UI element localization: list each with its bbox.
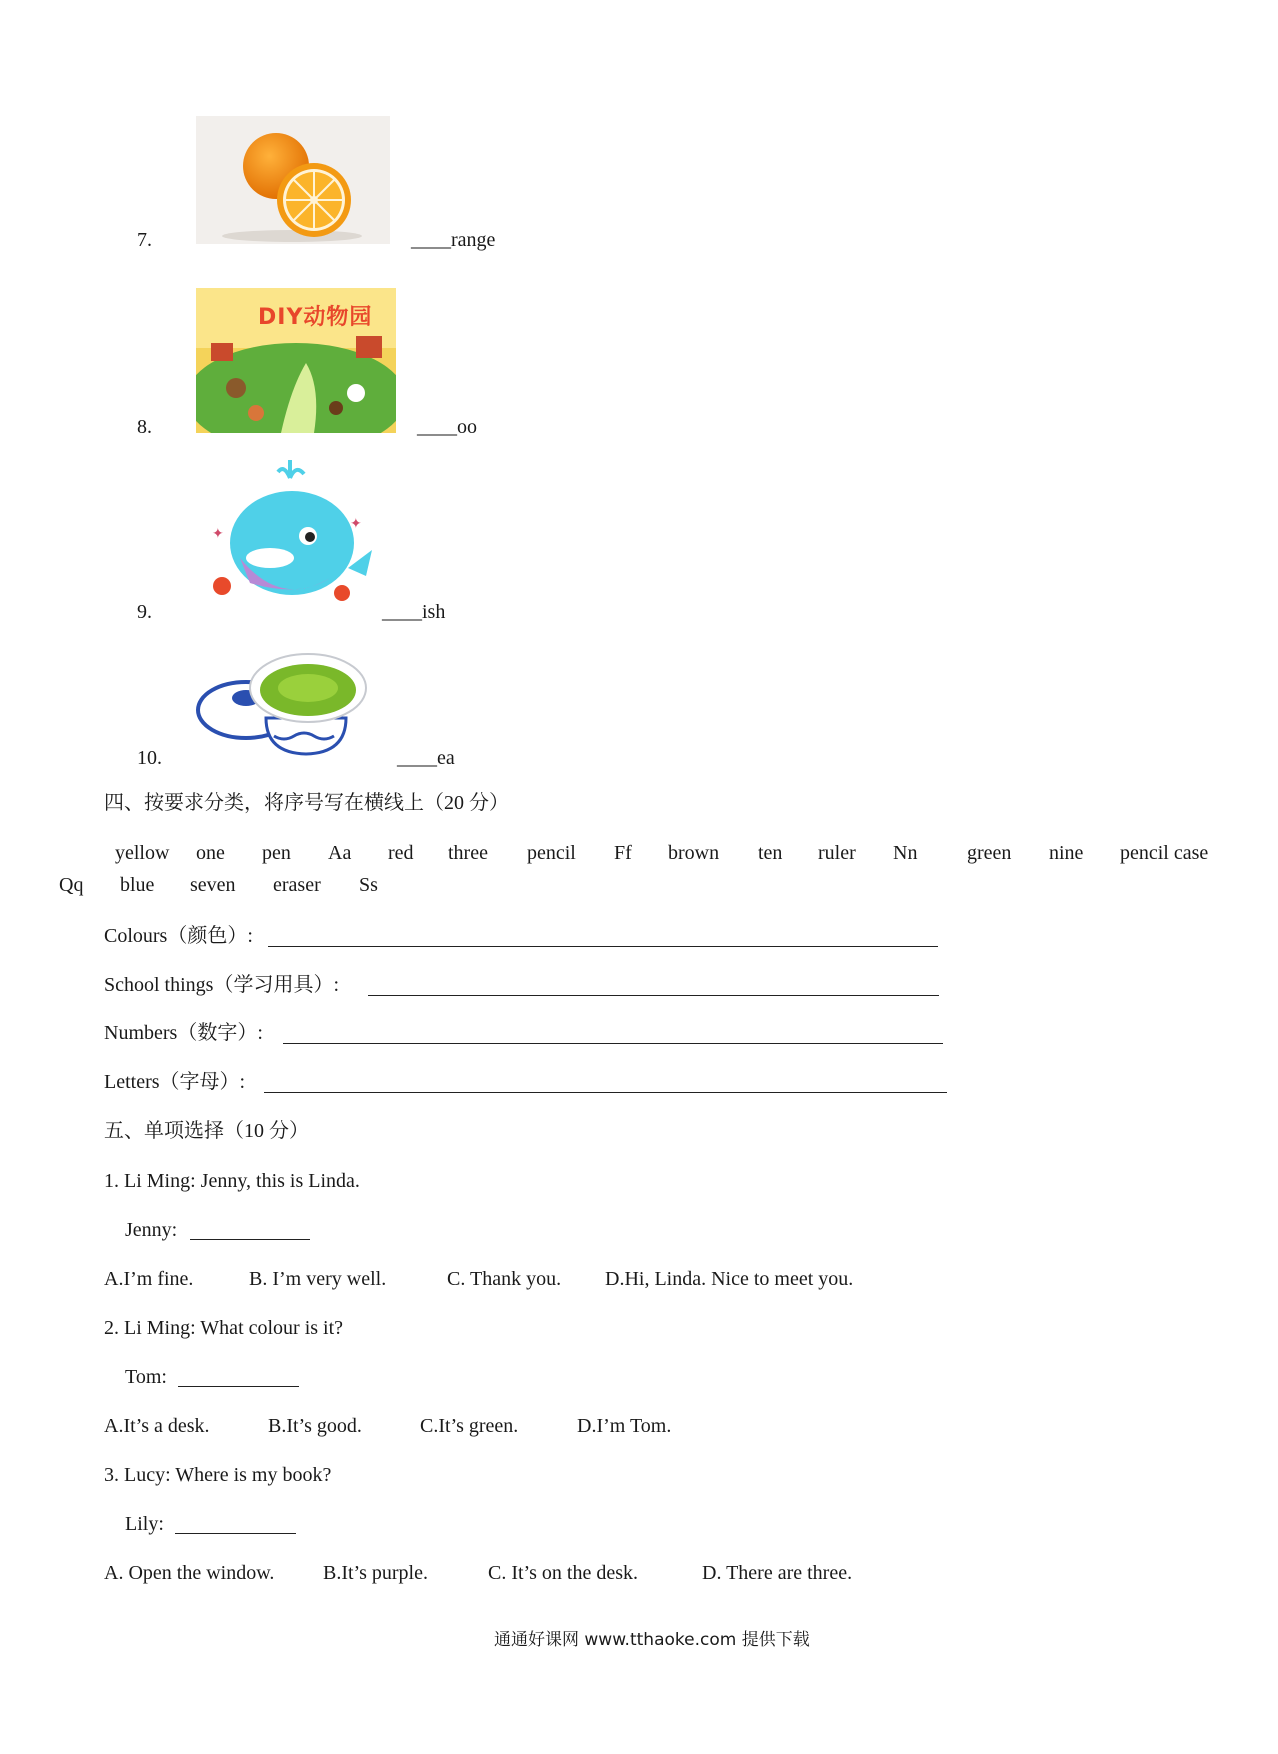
- word-option: Aa: [328, 842, 352, 864]
- question-2-option-b: B.It’s good.: [268, 1415, 362, 1437]
- word-option: eraser: [273, 874, 321, 896]
- question-1-option-c: C. Thank you.: [447, 1268, 562, 1290]
- category-colours-blank[interactable]: [268, 945, 938, 947]
- word-option: pen: [262, 842, 291, 864]
- footer-text: 通通好课网 www.tthaoke.com 提供下载: [494, 1630, 810, 1650]
- word-option: Ff: [614, 842, 632, 864]
- question-2-option-d: D.I’m Tom.: [577, 1415, 672, 1437]
- question-2-option-c: C.It’s green.: [420, 1415, 519, 1437]
- word-option: green: [967, 842, 1012, 864]
- item-9-number: 9.: [137, 601, 152, 623]
- word-option: brown: [668, 842, 720, 864]
- tea-image: [196, 648, 374, 758]
- question-3-responder: Lily:: [125, 1513, 164, 1535]
- question-2-responder: Tom:: [125, 1366, 167, 1388]
- item-7-number: 7.: [137, 229, 152, 251]
- word-option: ruler: [818, 842, 856, 864]
- category-letters-blank[interactable]: [264, 1091, 947, 1093]
- word-option: Nn: [893, 842, 918, 864]
- word-option: three: [448, 842, 488, 864]
- category-colours-label: Colours（颜色）:: [104, 925, 253, 947]
- question-1-prompt: 1. Li Ming: Jenny, this is Linda.: [104, 1170, 360, 1192]
- word-option: Ss: [359, 874, 378, 896]
- word-option: yellow: [115, 842, 170, 864]
- question-1-option-b: B. I’m very well.: [249, 1268, 387, 1290]
- word-option: pencil case: [1120, 842, 1209, 864]
- item-7-answer: ____range: [411, 229, 496, 251]
- word-option: Qq: [59, 874, 84, 896]
- question-1-option-a: A.I’m fine.: [104, 1268, 194, 1290]
- section5-heading: 五、单项选择（10 分）: [104, 1120, 309, 1142]
- orange-image: [196, 116, 390, 244]
- section4-heading: 四、按要求分类，将序号写在横线上（20 分）: [104, 792, 509, 814]
- word-option: pencil: [527, 842, 576, 864]
- zoo-image-title: DIY动物园: [258, 305, 373, 330]
- category-numbers-label: Numbers（数字）:: [104, 1022, 263, 1044]
- question-1-blank[interactable]: [190, 1238, 310, 1240]
- question-2-option-a: A.It’s a desk.: [104, 1415, 210, 1437]
- word-option: ten: [758, 842, 783, 864]
- category-letters-label: Letters（字母）:: [104, 1071, 246, 1093]
- word-option: blue: [120, 874, 155, 896]
- item-8-answer: ____oo: [417, 416, 477, 438]
- question-2-blank[interactable]: [178, 1385, 299, 1387]
- svg-text:✦: ✦: [212, 527, 224, 542]
- question-3-blank[interactable]: [175, 1532, 296, 1534]
- question-3-option-a: A. Open the window.: [104, 1562, 275, 1584]
- category-school-things-blank[interactable]: [368, 994, 939, 996]
- question-1-option-d: D.Hi, Linda. Nice to meet you.: [605, 1268, 854, 1290]
- item-8-number: 8.: [137, 416, 152, 438]
- item-10-answer: ____ea: [397, 747, 455, 769]
- category-numbers-blank[interactable]: [283, 1042, 943, 1044]
- question-1-responder: Jenny:: [125, 1219, 178, 1241]
- question-3-option-d: D. There are three.: [702, 1562, 853, 1584]
- word-option: nine: [1049, 842, 1084, 864]
- category-school-things-label: School things（学习用具）:: [104, 974, 340, 996]
- item-9-answer: ____ish: [382, 601, 446, 623]
- question-3-option-c: C. It’s on the desk.: [488, 1562, 638, 1584]
- svg-text:✦: ✦: [350, 517, 362, 532]
- word-option: red: [388, 842, 414, 864]
- word-option: one: [196, 842, 225, 864]
- question-3-prompt: 3. Lucy: Where is my book?: [104, 1464, 332, 1486]
- item-10-number: 10.: [137, 747, 162, 769]
- word-option: seven: [190, 874, 236, 896]
- question-3-option-b: B.It’s purple.: [323, 1562, 428, 1584]
- question-2-prompt: 2. Li Ming: What colour is it?: [104, 1317, 344, 1339]
- zoo-image: [196, 288, 396, 433]
- whale-image: [200, 458, 388, 618]
